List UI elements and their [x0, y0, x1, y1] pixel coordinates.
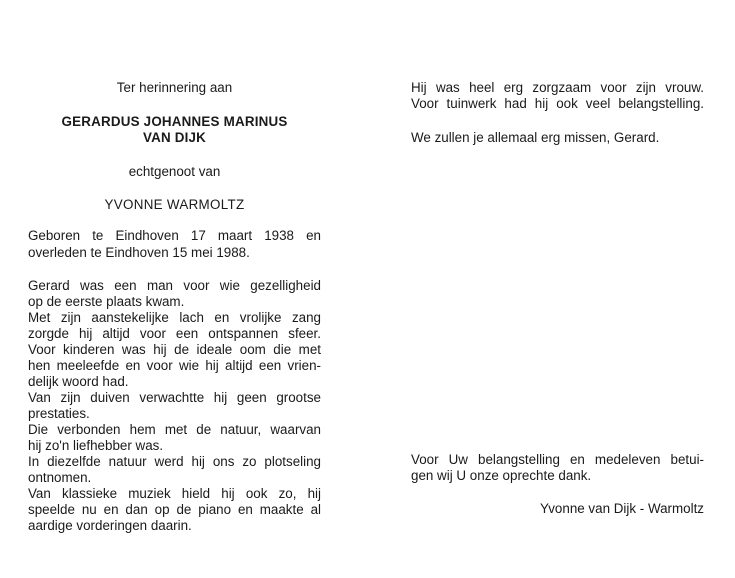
bio-line: hen meeleefde en voor wie hij altijd een vrien-	[28, 358, 321, 373]
thanks-line: gen wij U onze oprechte dank.	[411, 468, 592, 483]
bio-line: Van zijn duiven verwachtte hij geen grootse	[28, 390, 321, 405]
bio-line: prestaties.	[28, 406, 90, 421]
deceased-name-line2: VAN DIJK	[142, 130, 207, 145]
spouse-intro: echtgenoot van	[128, 164, 221, 179]
bio-line: speelde nu en dan op de piano en maakte al	[28, 502, 321, 517]
signature: Yvonne van Dijk - Warmoltz	[540, 501, 704, 516]
bio-line: op de eerste plaats kwam.	[28, 294, 185, 309]
bio-line: Met zijn aanstekelijke lach en vrolijke zang	[28, 310, 321, 325]
bio-line: Voor kinderen was hij de ideale oom die met	[28, 342, 321, 357]
thanks-line: Voor Uw belangstelling en medeleven betui-	[411, 452, 704, 467]
spouse-name: YVONNE WARMOLTZ	[104, 197, 245, 212]
bio-line: Gerard was een man voor wie gezelligheid	[28, 278, 321, 293]
bio-line: ontnomen.	[28, 470, 92, 485]
bio-line: delijk woord had.	[28, 374, 129, 389]
birth-line: Geboren te Eindhoven 17 maart 1938 en	[28, 228, 321, 243]
bio-line: hij zo'n liefhebber was.	[28, 438, 164, 453]
care-line: Voor tuinwerk had hij ook veel belangstelling.	[411, 96, 704, 111]
death-line: overleden te Eindhoven 15 mei 1988.	[28, 245, 250, 260]
bio-line: aardige vorderingen daarin.	[28, 518, 192, 533]
memorial-header: Ter herinnering aan	[116, 80, 233, 95]
bio-line: zorgde hij altijd voor een ontspannen sfeer.	[28, 326, 321, 341]
miss-line: We zullen je allemaal erg missen, Gerard.	[411, 130, 660, 145]
deceased-name-line1: GERARDUS JOHANNES MARINUS	[61, 114, 288, 129]
bio-line: Die verbonden hem met de natuur, waarvan	[28, 422, 321, 437]
bio-line: In diezelfde natuur werd hij ons zo plotseling	[28, 454, 321, 469]
bio-line: Van klassieke muziek hield hij ook zo, hij	[28, 486, 321, 501]
care-line: Hij was heel erg zorgzaam voor zijn vrouw.	[411, 80, 704, 95]
